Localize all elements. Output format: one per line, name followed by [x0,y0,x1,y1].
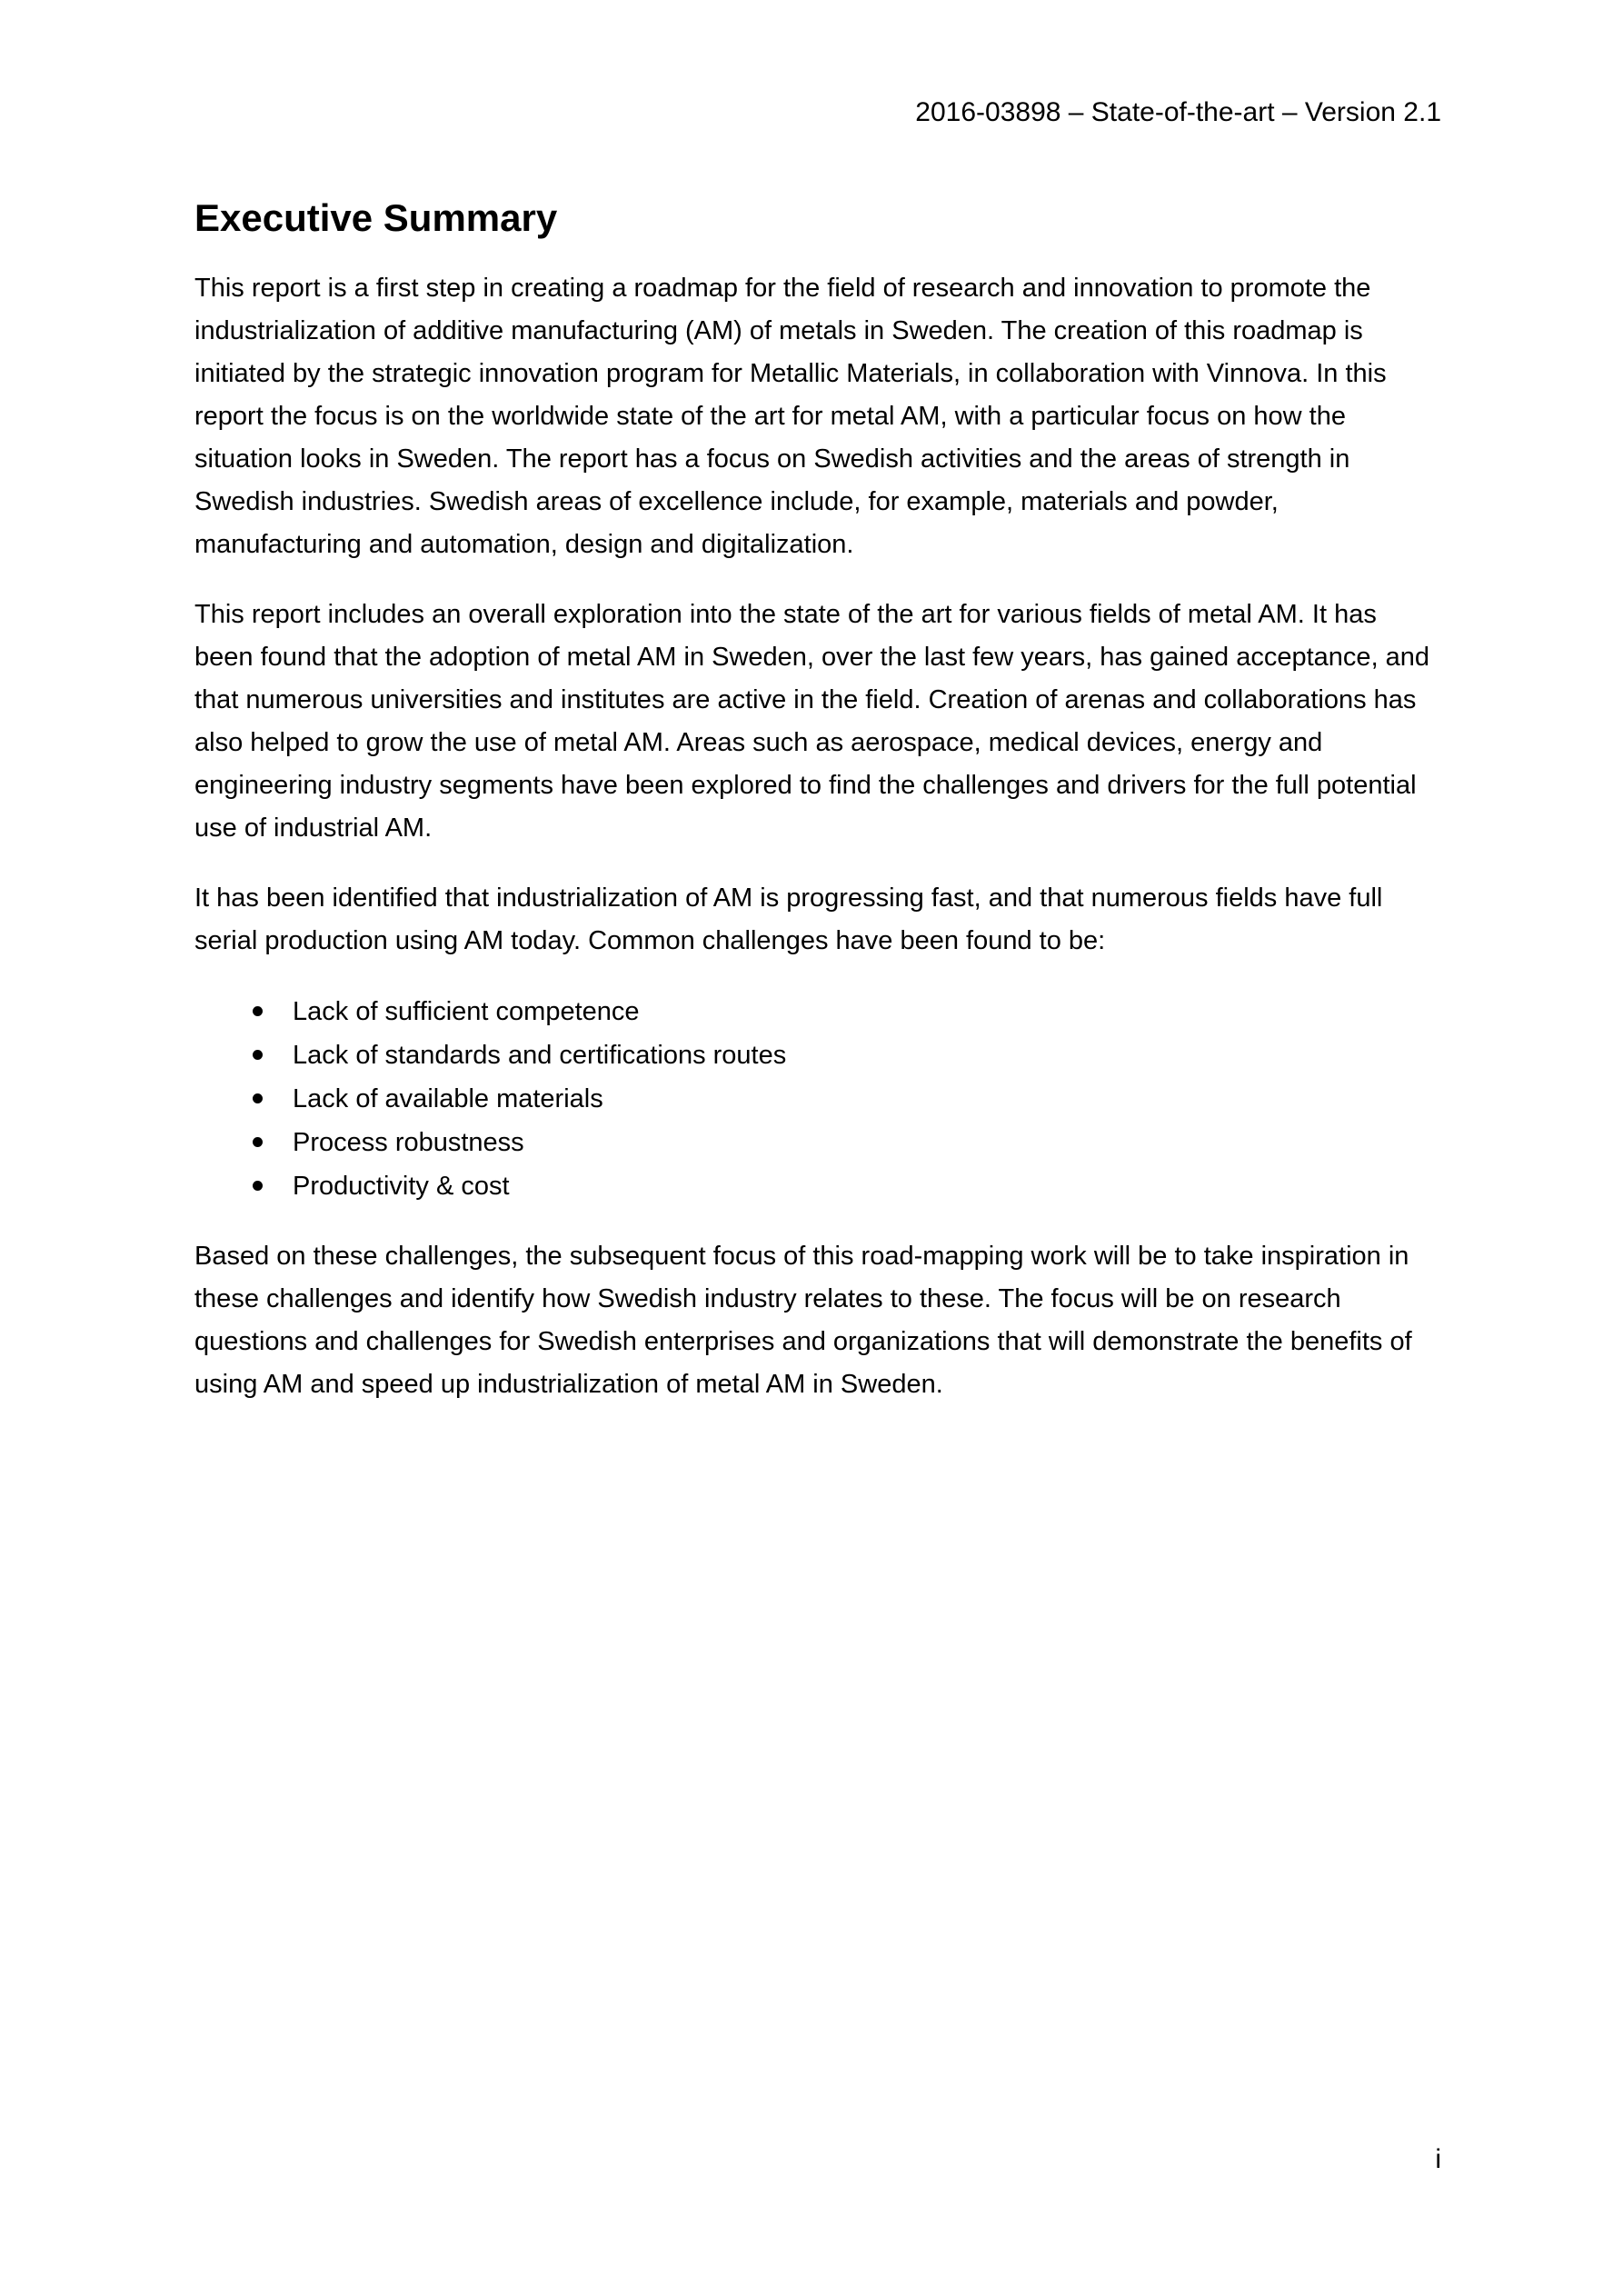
challenges-list [194,990,1441,1208]
paragraph-exploration: This report includes an overall exploration into the state of the art for various fields of metal AM. It has been found that the adoption of metal AM in Sweden, over the last few years, has gained acceptance, and that numerous universities and institutes are active in the field. Creation of arenas and collaborations has also helped to grow the use of metal AM. Areas such as aerospace, medical devices, energy and engineering industry segments have been explored to find the challenges and drivers for the full potential use of industrial AM. [194,600,1430,843]
page-title: Executive Summary [194,196,558,239]
list-item [194,1033,1441,1077]
list-item-text: Lack of sufficient competence [293,997,640,1026]
list-item [194,990,1441,1033]
list-item-text: Lack of available materials [293,1084,603,1113]
list-item-text: Process robustness [293,1128,524,1157]
list-item-text: Lack of standards and certifications routes [293,1041,787,1070]
list-item [194,1121,1441,1164]
list-item [194,1077,1441,1121]
list-item-text: Productivity & cost [293,1172,510,1201]
bullet-icon [253,1137,263,1147]
bullet-icon [253,1181,263,1191]
paragraph-intro: This report is a first step in creating a roadmap for the field of research and innovation to promote the industrialization of additive manufacturing (AM) of metals in Sweden. The creation of this roadmap is initiated by the strategic innovation program for Metallic Materials, in collaboration with Vinnova. In this report the focus is on the worldwide state of the art for metal AM, with a particular focus on how the situation looks in Sweden. The report has a focus on Swedish activities and the areas of strength in Swedish industries. Swedish areas of excellence include, for example, materials and powder, manufacturing and automation, design and digitalization. [194,274,1387,559]
bullet-icon [253,1050,263,1060]
bullet-icon [253,1093,263,1103]
running-header: 2016-03898 – State-of-the-art – Version 2.1 [915,97,1441,127]
paragraph-closing: Based on these challenges, the subsequent focus of this road-mapping work will be to take inspiration in these challenges and identify how Swedish industry relates to these. The focus will be on research questions and challenges for Swedish enterprises and organizations that will demonstrate the benefits of using AM and speed up industrialization of metal AM in Sweden. [194,1242,1412,1399]
page-content [194,193,1441,1433]
list-item [194,1164,1441,1208]
page-number: i [1435,2144,1441,2174]
paragraph-challenges-intro: It has been identified that industrialization of AM is progressing fast, and that numerous fields have full serial production using AM today. Common challenges have been found to be: [194,883,1383,955]
bullet-icon [253,1006,263,1016]
